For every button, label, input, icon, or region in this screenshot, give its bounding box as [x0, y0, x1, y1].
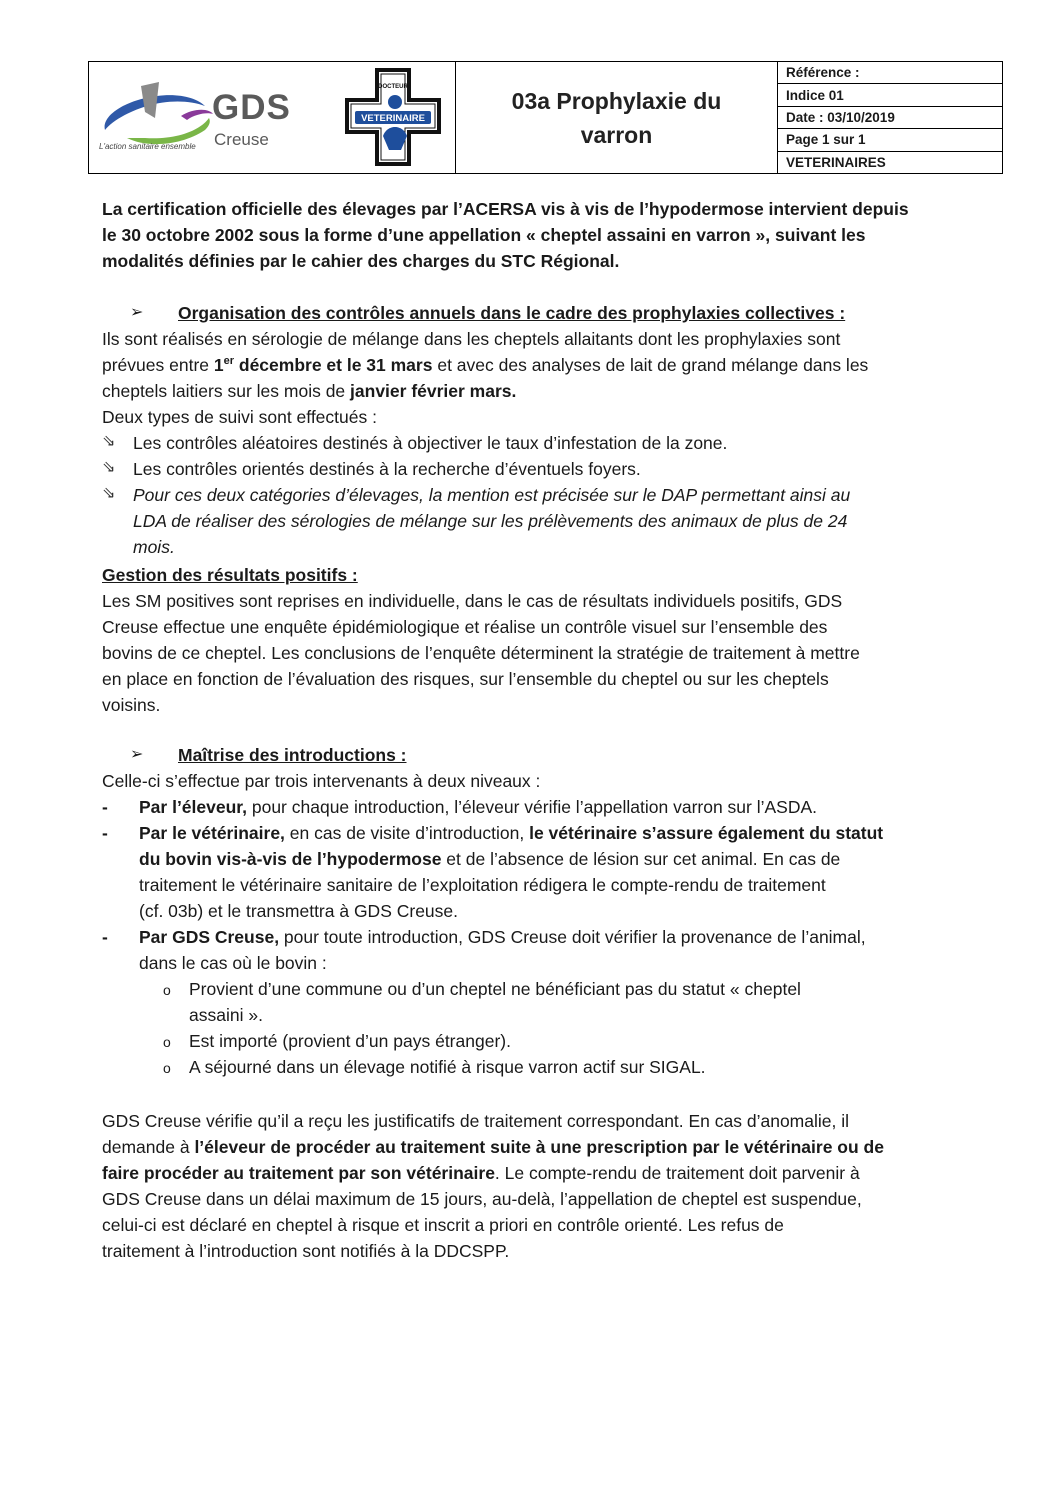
- dash-bullet: -: [102, 823, 108, 843]
- section-3-heading: [130, 742, 407, 768]
- sub-list-item-continuation: assaini ».: [189, 1005, 263, 1025]
- sub-list-item: A séjourné dans un élevage notifié à risque varron actif sur SIGAL.: [189, 1057, 706, 1077]
- list-item: Par le vétérinaire, en cas de visite d’introduction, le vétérinaire s’assure également du statut: [139, 823, 884, 843]
- conclusion-line-4: GDS Creuse dans un délai maximum de 15 jours, au-delà, l’appellation de cheptel est suspendue,: [102, 1189, 862, 1209]
- document-header: [88, 61, 1003, 174]
- section-2-line-1: Les SM positives sont reprises en individuelle, dans le cas de résultats individuels positifs, GDS: [102, 591, 843, 611]
- meta-date: Date : 03/10/2019: [778, 107, 1002, 129]
- list-item-continuation: LDA de réaliser des sérologies de mélange sur les prélèvements des animaux de plus de 24: [133, 511, 848, 531]
- meta-page: Page 1 sur 1: [778, 129, 1002, 151]
- gds-tagline: L'action sanitaire ensemble: [99, 142, 196, 151]
- meta-cell: [778, 62, 1002, 173]
- section-2-heading: Gestion des résultats positifs :: [102, 565, 358, 585]
- intro-line-3: modalités définies par le cahier des charges du STC Régional.: [102, 251, 620, 271]
- conclusion-line-1: GDS Creuse vérifie qu’il a reçu les justificatifs de traitement correspondant. En cas d’anomalie, il: [102, 1111, 850, 1131]
- list-item-continuation: traitement le vétérinaire sanitaire de l’exploitation rédigera le compte-rendu de traitement: [139, 875, 826, 895]
- list-item: Les contrôles aléatoires destinés à objectiver le taux d’infestation de la zone.: [133, 433, 728, 453]
- section-3-intro: Celle-ci s’effectue par trois intervenants à deux niveaux :: [102, 771, 541, 791]
- dash-bullet: -: [102, 797, 108, 817]
- section-2-line-2: Creuse effectue une enquête épidémiologique et réalise un contrôle visuel sur l’ensemble des: [102, 617, 828, 637]
- sub-list-item: Est importé (provient d’un pays étranger).: [189, 1031, 511, 1051]
- arrowhead-icon: ➢: [130, 304, 144, 321]
- list-item: Les contrôles orientés destinés à la recherche d’éventuels foyers.: [133, 459, 641, 479]
- section-1-heading-text: Organisation des contrôles annuels dans le cadre des prophylaxies collectives :: [178, 303, 846, 323]
- sub-list-item: Provient d’une commune ou d’un cheptel ne bénéficiant pas du statut « cheptel: [189, 979, 801, 999]
- meta-indice: Indice 01: [778, 84, 1002, 106]
- gds-wordmark: GDS: [212, 88, 291, 127]
- logo-cell: [89, 62, 456, 173]
- vet-logo-small: DOCTEUR: [378, 84, 408, 90]
- intro-line-1: La certification officielle des élevages par l’ACERSA vis à vis de l’hypodermose intervient depuis: [102, 199, 909, 219]
- section-2-line-4: en place en fonction de l’évaluation des risques, sur l’ensemble du cheptel ou sur les cheptels: [102, 669, 829, 689]
- list-item-continuation: (cf. 03b) et le transmettra à GDS Creuse.: [139, 901, 459, 921]
- hollow-arrow-icon: ⇘: [102, 459, 116, 476]
- list-item: Pour ces deux catégories d’élevages, la mention est précisée sur le DAP permettant ainsi au: [133, 485, 851, 505]
- hollow-arrow-icon: ⇘: [102, 433, 116, 450]
- section-3-heading-text: Maîtrise des introductions :: [178, 745, 407, 765]
- hollow-arrow-icon: ⇘: [102, 485, 116, 502]
- conclusion-line-5: celui-ci est déclaré en cheptel à risque et inscrit a priori en contrôle orienté. Les refus de: [102, 1215, 784, 1235]
- conclusion-line-2: demande à l’éleveur de procéder au traitement suite à une prescription par le vétérinaire ou de: [102, 1137, 884, 1157]
- section-1-line-1: Ils sont réalisés en sérologie de mélange dans les cheptels allaitants dont les prophylaxies sont: [102, 329, 841, 349]
- list-item-continuation: dans le cas où le bovin :: [139, 953, 327, 973]
- circle-bullet-icon: o: [163, 1060, 171, 1076]
- section-1-line-2: prévues entre 1er décembre et le 31 mars et avec des analyses de lait de grand mélange dans les: [102, 355, 869, 375]
- document-title-line-1: 03a Prophylaxie du: [511, 87, 722, 114]
- circle-bullet-icon: o: [163, 1034, 171, 1050]
- meta-audience: VETERINAIRES: [786, 154, 886, 170]
- arrowhead-icon: ➢: [130, 746, 144, 763]
- conclusion-line-6: traitement à l’introduction sont notifiés à la DDCSPP.: [102, 1241, 510, 1261]
- list-item: Par l’éleveur, pour chaque introduction, l’éleveur vérifie l’appellation varron sur l’ASDA.: [139, 797, 818, 817]
- circle-bullet-icon: o: [163, 982, 171, 998]
- vet-logo-word: VETERINAIRE: [361, 113, 425, 124]
- document-title-line-2: varron: [580, 121, 653, 148]
- veterinaire-cross-logo-icon: [343, 66, 443, 168]
- list-item-continuation: du bovin vis-à-vis de l’hypodermose et de l’absence de lésion sur cet animal. En cas de: [139, 849, 841, 869]
- list-item: Par GDS Creuse, pour toute introduction, GDS Creuse doit vérifier la provenance de l’animal,: [139, 927, 866, 947]
- section-2-line-5: voisins.: [102, 695, 161, 715]
- conclusion-line-3: faire procéder au traitement par son vétérinaire. Le compte-rendu de traitement doit parvenir à: [102, 1163, 860, 1183]
- section-2-line-3: bovins de ce cheptel. Les conclusions de l’enquête déterminent la stratégie de traitement à mettre: [102, 643, 860, 663]
- section-1-line-4: Deux types de suivi sont effectués :: [102, 407, 377, 427]
- intro-line-2: le 30 octobre 2002 sous la forme d’une appellation « cheptel assaini en varron », suivant les: [102, 225, 866, 245]
- meta-reference: Référence :: [778, 62, 1002, 84]
- list-item-continuation: mois.: [133, 537, 175, 557]
- gds-subtitle: Creuse: [214, 130, 269, 149]
- section-1-line-3: cheptels laitiers sur les mois de janvier février mars.: [102, 381, 517, 401]
- title-cell: [456, 62, 778, 173]
- dash-bullet: -: [102, 927, 108, 947]
- section-1-heading: [130, 300, 845, 326]
